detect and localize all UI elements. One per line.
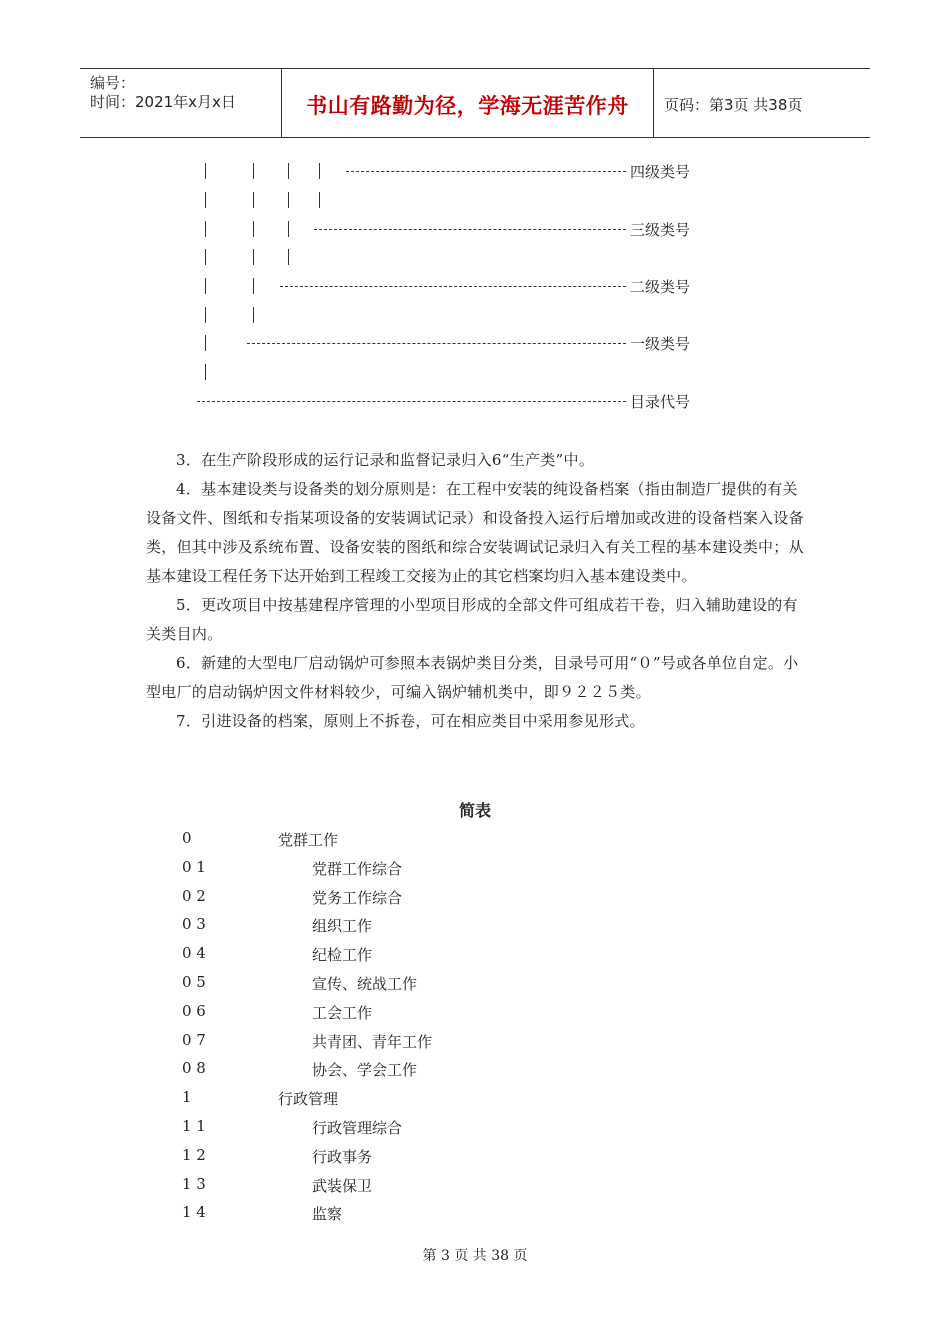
tree-bar bbox=[288, 192, 289, 208]
tree-bar bbox=[205, 163, 206, 179]
motto: 书山有路勤为径，学海无涯苦作舟 bbox=[306, 94, 629, 118]
tree-bar bbox=[288, 249, 289, 265]
tree-bar bbox=[288, 163, 289, 179]
table-title: 简表 bbox=[458, 801, 491, 820]
tree-dash bbox=[247, 343, 626, 345]
category-name: 组织工作 bbox=[312, 917, 373, 936]
tree-dash bbox=[314, 229, 626, 231]
category-name: 党群工作综合 bbox=[312, 859, 403, 878]
header-page-cell bbox=[654, 69, 870, 137]
category-name: 党群工作 bbox=[278, 831, 339, 849]
category-code: 1 3 bbox=[182, 1174, 206, 1193]
category-name: 行政管理 bbox=[278, 1090, 339, 1109]
note-paragraph: 5．更改项目中按基建程序管理的小型项目形成的全部文件可组成若干卷，归入辅助建设的有关类目内。 bbox=[146, 596, 798, 643]
note-paragraph: 7．引进设备的档案，原则上不拆卷，可在相应类目中采用参见形式。 bbox=[176, 712, 645, 730]
category-name: 行政事务 bbox=[312, 1147, 373, 1166]
page-header bbox=[80, 68, 870, 138]
tree-dash bbox=[197, 401, 626, 403]
category-code: 0 6 bbox=[182, 1001, 206, 1020]
tree-bar bbox=[205, 364, 206, 380]
category-code: 1 2 bbox=[182, 1145, 206, 1164]
category-code: 1 4 bbox=[182, 1203, 206, 1222]
tree-bar bbox=[319, 192, 320, 208]
header-meta-cell bbox=[80, 69, 282, 137]
tree-bar bbox=[205, 335, 206, 351]
tree-bar bbox=[205, 249, 206, 265]
tree-bar bbox=[205, 278, 206, 294]
category-name: 监察 bbox=[312, 1205, 343, 1224]
tree-bar bbox=[253, 221, 254, 237]
tree-dash bbox=[280, 286, 626, 288]
tree-bar bbox=[253, 249, 254, 265]
tree-bar bbox=[288, 221, 289, 237]
category-code: 0 2 bbox=[182, 886, 206, 905]
page-footer: 第 3 页 共 38 页 bbox=[422, 1248, 528, 1264]
category-code: 0 7 bbox=[182, 1030, 206, 1049]
category-name: 工会工作 bbox=[312, 1003, 373, 1022]
tree-bar bbox=[319, 163, 320, 179]
tree-bar bbox=[205, 221, 206, 237]
tree-bar bbox=[253, 278, 254, 294]
notes-section bbox=[146, 446, 806, 736]
category-code: 1 bbox=[182, 1088, 192, 1107]
category-code: 1 1 bbox=[182, 1117, 206, 1135]
category-name: 纪检工作 bbox=[312, 946, 373, 965]
category-code: 0 4 bbox=[182, 944, 206, 963]
category-name: 党务工作综合 bbox=[312, 888, 403, 907]
note-paragraph: 4．基本建设类与设备类的划分原则是：在工程中安装的纯设备档案（指由制造厂提供的有关设备文件、图纸和专指某项设备的安装调试记录）和设备投入运行后增加或改进的设备档案入设备类，但其中涉及系统布置、设备安装的图纸和综合安装调试记录归入有关工程的基本建设类中；从基本建设工程任务下达开始到工程竣工交接为止的其它档案均归入基本建设类中。 bbox=[146, 480, 804, 585]
category-code: 0 bbox=[182, 829, 192, 847]
date-label: 时间：2021年x月x日 bbox=[90, 93, 236, 111]
tree-bar bbox=[205, 192, 206, 208]
note-paragraph: 3．在生产阶段形成的运行记录和监督记录归入6“生产类”中。 bbox=[176, 451, 595, 469]
tree-label-level3: 三级类号 bbox=[630, 221, 691, 239]
category-code: 0 1 bbox=[182, 857, 206, 876]
note-paragraph: 6．新建的大型电厂启动锅炉可参照本表锅炉类目分类，目录号可用“０”号或各单位自定。小型电厂的启动锅炉因文件材料较少，可编入锅炉辅机类中，即９２２５类。 bbox=[146, 654, 799, 701]
tree-bar bbox=[253, 307, 254, 323]
header-motto-cell bbox=[282, 69, 654, 137]
category-code: 0 5 bbox=[182, 973, 206, 991]
category-name: 共青团、青年工作 bbox=[312, 1032, 433, 1051]
number-label: 编号： bbox=[90, 74, 136, 92]
tree-bar bbox=[253, 163, 254, 179]
tree-label-level1: 一级类号 bbox=[630, 335, 691, 353]
tree-label-level2: 二级类号 bbox=[630, 278, 691, 296]
page-label: 页码：第3页 共38页 bbox=[664, 96, 803, 114]
category-name: 宣传、统战工作 bbox=[312, 975, 418, 993]
tree-bar bbox=[253, 192, 254, 208]
category-code: 0 8 bbox=[182, 1059, 206, 1078]
category-code: 0 3 bbox=[182, 915, 206, 934]
category-name: 行政管理综合 bbox=[312, 1119, 403, 1137]
tree-dash bbox=[346, 171, 626, 173]
tree-bar bbox=[205, 307, 206, 323]
tree-label-catalog: 目录代号 bbox=[630, 393, 691, 411]
category-name: 协会、学会工作 bbox=[312, 1061, 418, 1080]
category-name: 武装保卫 bbox=[312, 1176, 373, 1195]
tree-label-level4: 四级类号 bbox=[630, 163, 691, 181]
